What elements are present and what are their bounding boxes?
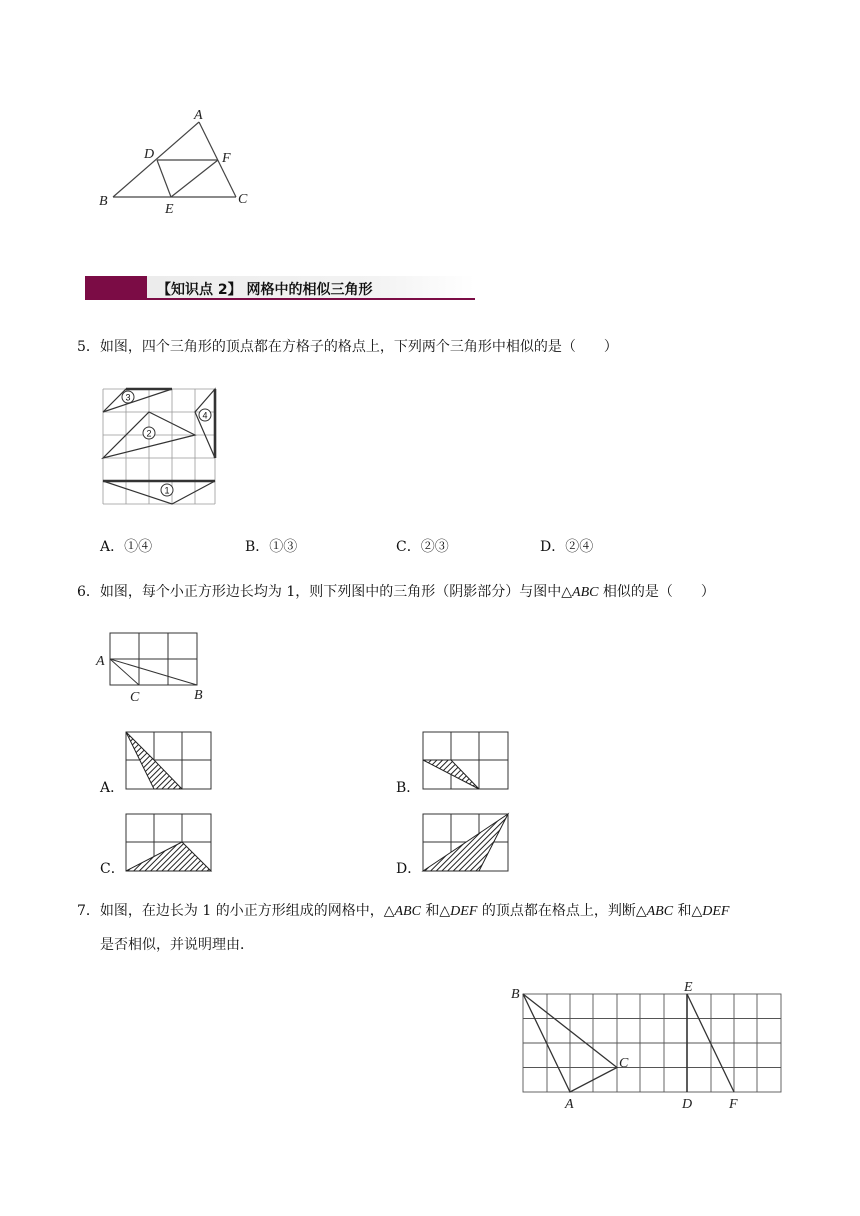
question-7-text-line1: 7．如图，在边长为 1 的小正方形组成的网格中，△ABC 和△DEF 的顶点都在格点上，判断△ABC 和△DEF: [77, 903, 730, 919]
segment-de: [157, 160, 171, 197]
label-c: C: [238, 192, 248, 207]
q5-option-d[interactable]: D．②④: [540, 539, 594, 555]
triangle-1: [103, 481, 215, 504]
label-b: B: [99, 194, 108, 209]
q6-option-b-label[interactable]: B．: [396, 780, 421, 796]
label-e: E: [165, 202, 174, 217]
q6-option-d-label[interactable]: D．: [396, 861, 422, 877]
question-6-text: 6．如图，每个小正方形边长均为 1，则下列图中的三角形（阴影部分）与图中△ABC 相似的是（ ）: [77, 584, 715, 600]
q5-option-c[interactable]: C．②③: [396, 539, 449, 555]
label-c: C: [130, 690, 140, 705]
q6-option-a-figure[interactable]: [124, 730, 214, 792]
q6-option-a-label[interactable]: A．: [100, 780, 125, 796]
mark-3: 3: [125, 392, 131, 403]
triangle-4: [195, 389, 215, 458]
label-a: A: [565, 1097, 574, 1112]
shaded-triangle-c: [126, 842, 211, 871]
label-b: B: [511, 987, 520, 1002]
label-b: B: [194, 688, 203, 703]
q6-option-c-figure[interactable]: [124, 812, 214, 874]
mark-1: 1: [164, 485, 170, 496]
q5-option-b[interactable]: B．①③: [245, 539, 298, 555]
q5-grid-figure: [95, 382, 221, 510]
mark-2: 2: [146, 428, 152, 439]
q5-option-a[interactable]: A．①④: [100, 539, 153, 555]
question-5-text: 5．如图，四个三角形的顶点都在方格子的格点上，下列两个三角形中相似的是（ ）: [77, 339, 618, 355]
q6-option-d-figure[interactable]: [421, 812, 511, 874]
q6-main-grid-figure: [95, 625, 215, 705]
segment-ab: [110, 659, 197, 685]
section-banner: [85, 276, 475, 300]
mark-4: 4: [202, 410, 208, 421]
label-c: C: [619, 1056, 629, 1071]
triangle-figure-abc-def: [95, 105, 255, 220]
section-title: 【知识点 2】 网格中的相似三角形: [157, 282, 373, 298]
label-e: E: [684, 980, 693, 995]
label-f: F: [729, 1097, 738, 1112]
label-d: D: [144, 147, 155, 162]
question-7-text-line2: 是否相似，并说明理由．: [100, 937, 254, 953]
label-d: D: [682, 1097, 693, 1112]
label-a: A: [194, 108, 203, 123]
segment-ef: [171, 160, 218, 197]
q6-option-c-label[interactable]: C．: [100, 861, 125, 877]
q7-grid-figure: [505, 975, 790, 1111]
triangle-3: [103, 389, 172, 412]
label-f: F: [222, 151, 231, 166]
q6-option-b-figure[interactable]: [421, 730, 511, 792]
label-a: A: [96, 654, 105, 669]
